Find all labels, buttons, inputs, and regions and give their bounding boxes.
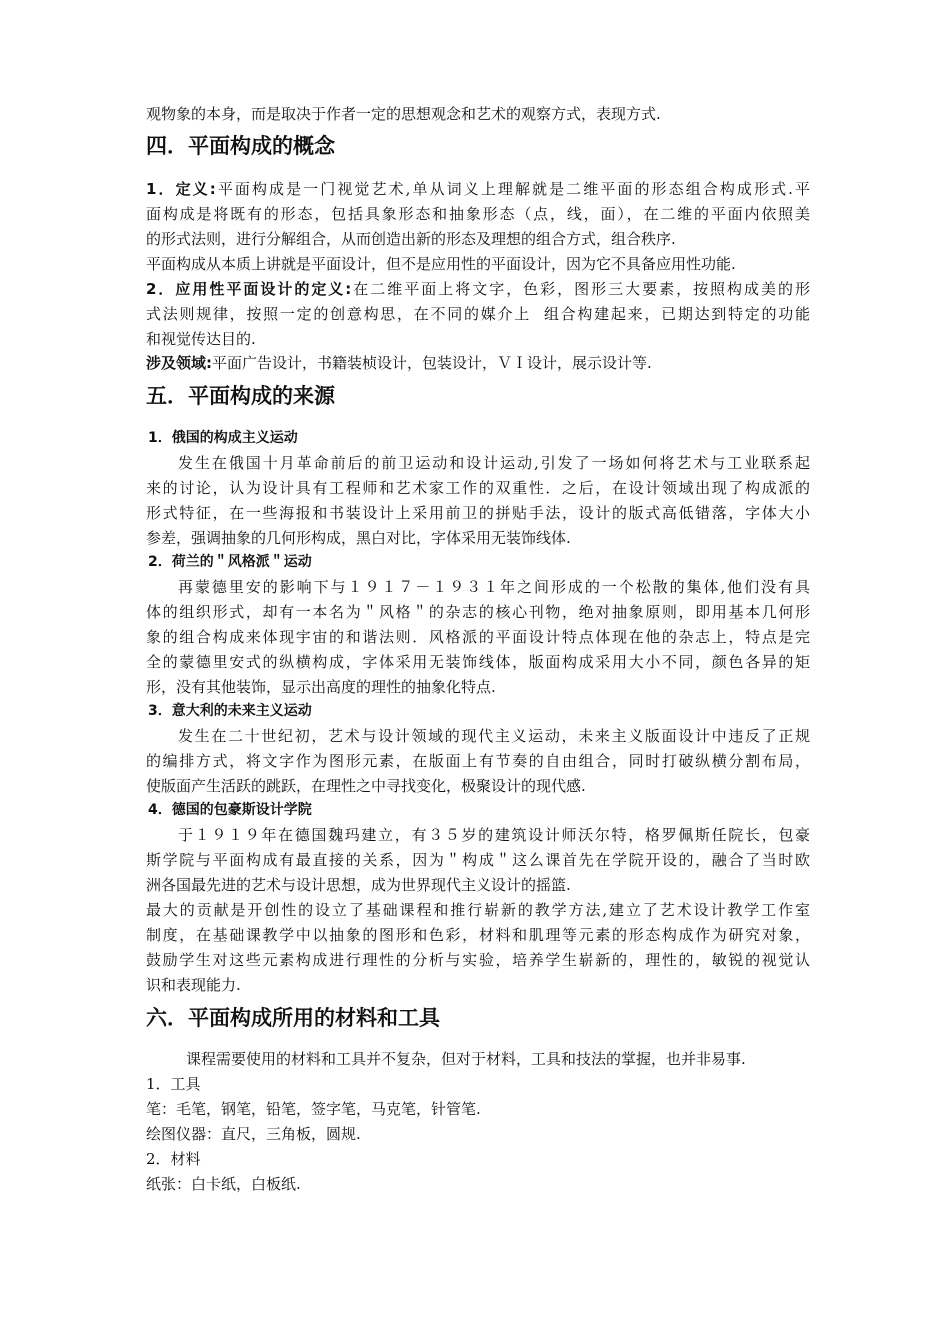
paragraph-line: 课程需要使用的材料和工具并不复杂，但对于材料，工具和技法的掌握，也并非易事.: [186, 1050, 746, 1068]
subsection-title: 4．德国的包豪斯设计学院: [148, 802, 312, 818]
paragraph-line: 使版面产生活跃的跳跃，在理性之中寻找变化，极聚设计的现代感.: [146, 777, 586, 795]
paragraph-line: 的编排方式，将文字作为图形元素，在版面上有节奏的自由组合，同时打破纵横分割布局，: [146, 752, 810, 770]
paragraph-line: 全的蒙德里安式的纵横构成，字体采用无装饰线体，版面构成采用大小不同，颜色各异的矩: [146, 653, 810, 671]
section-heading-4: 四．平面构成的概念: [146, 134, 335, 158]
field-line: [146, 353, 810, 373]
paragraph-line: 再蒙德里安的影响下与１９１７－１９３１年之间形成的一个松散的集体,他们没有具: [178, 578, 810, 596]
paragraph-line: 象的组合构成来体现宇宙的和谐法则．风格派的平面设计特点体现在他的杂志上，特点是完: [146, 628, 810, 646]
list-item: 纸张：白卡纸，白板纸.: [146, 1175, 301, 1193]
list-title: 1．工具: [146, 1075, 201, 1093]
list-item: 笔：毛笔，钢笔，铅笔，签字笔，马克笔，针管笔.: [146, 1100, 481, 1118]
paragraph-line: 洲各国最先进的艺术与设计思想，成为世界现代主义设计的摇篮.: [146, 876, 571, 894]
application-line: [146, 279, 810, 299]
paragraph-line: 于１９１９年在德国魏玛建立，有３５岁的建筑设计师沃尔特，格罗佩斯任院长，包豪: [178, 826, 810, 844]
paragraph-line: 识和表现能力.: [146, 976, 241, 994]
paragraph-line: 和视觉传达目的.: [146, 330, 256, 348]
paragraph-line: 制度，在基础课教学中以抽象的图形和色彩，材料和肌理等元素的形态构成作为研究对象，: [146, 926, 810, 944]
paragraph-line: 来的讨论，认为设计具有工程师和艺术家工作的双重性．之后，在设计领域出现了构成派的: [146, 479, 810, 497]
paragraph-line: 参差，强调抽象的几何形构成，黑白对比，字体采用无装饰线体.: [146, 529, 571, 547]
field-text: 平面广告设计，书籍装桢设计，包装设计，ＶＩ设计，展示设计等.: [212, 354, 652, 372]
paragraph-line: 鼓励学生对这些元素构成进行理性的分析与实验，培养学生崭新的，理性的，敏锐的视觉认: [146, 951, 810, 969]
paragraph-line: 发生在二十世纪初，艺术与设计领域的现代主义运动，未来主义版面设计中违反了正规: [178, 727, 810, 745]
paragraph-line: 形，没有其他装饰，显示出高度的理性的抽象化特点.: [146, 678, 496, 696]
paragraph-line: 平面构成从本质上讲就是平面设计，但不是应用性的平面设计，因为它不具备应用性功能.: [146, 255, 736, 273]
paragraph-line: 形式特征，在一些海报和书装设计上采用前卫的拼贴手法，设计的版式高低错落，字体大小: [146, 504, 810, 522]
section-heading-5: 五．平面构成的来源: [146, 384, 335, 408]
list-title: 2．材料: [146, 1150, 201, 1168]
field-label: 涉及领域:: [146, 354, 212, 372]
subsection-title: 1．俄国的构成主义运动: [148, 430, 298, 446]
paragraph-line: 观物象的本身，而是取决于作者一定的思想观念和艺术的观察方式，表现方式.: [146, 105, 661, 123]
paragraph-line: 式法则规律，按照一定的创意构思，在不同的媒介上 组合构建起来，已期达到特定的功能: [146, 305, 810, 323]
application-label: 2．应用性平面设计的定义:: [146, 280, 352, 298]
paragraph-line: 体的组织形式，却有一本名为＂风格＂的杂志的核心刊物，绝对抽象原则，即用基本几何形: [146, 603, 810, 621]
definition-line: [146, 179, 810, 199]
paragraph-line: 斯学院与平面构成有最直接的关系，因为＂构成＂这么课首先在学院开设的，融合了当时欧: [146, 851, 810, 869]
definition-text: 平面构成是一门视觉艺术,单从词义上理解就是二维平面的形态组合构成形式.平: [215, 180, 810, 198]
paragraph-line: 面构成是将既有的形态，包括具象形态和抽象形态（点，线，面），在二维的平面内依照美: [146, 205, 810, 223]
paragraph-line: 的形式法则，进行分解组合，从而创造出新的形态及理想的组合方式，组合秩序.: [146, 230, 676, 248]
paragraph-line: 发生在俄国十月革命前后的前卫运动和设计运动,引发了一场如何将艺术与工业联系起: [178, 454, 810, 472]
definition-label: 1．定义:: [146, 180, 216, 198]
subsection-title: 3．意大利的未来主义运动: [148, 703, 312, 719]
paragraph-line: 最大的贡献是开创性的设立了基础课程和推行崭新的教学方法,建立了艺术设计教学工作室: [146, 901, 810, 919]
section-heading-6: 六．平面构成所用的材料和工具: [146, 1006, 440, 1030]
application-text: 在二维平面上将文字，色彩，图形三大要素，按照构成美的形: [351, 280, 810, 298]
subsection-title: 2．荷兰的＂风格派＂运动: [148, 554, 312, 570]
list-item: 绘图仪器：直尺，三角板，圆规.: [146, 1125, 361, 1143]
